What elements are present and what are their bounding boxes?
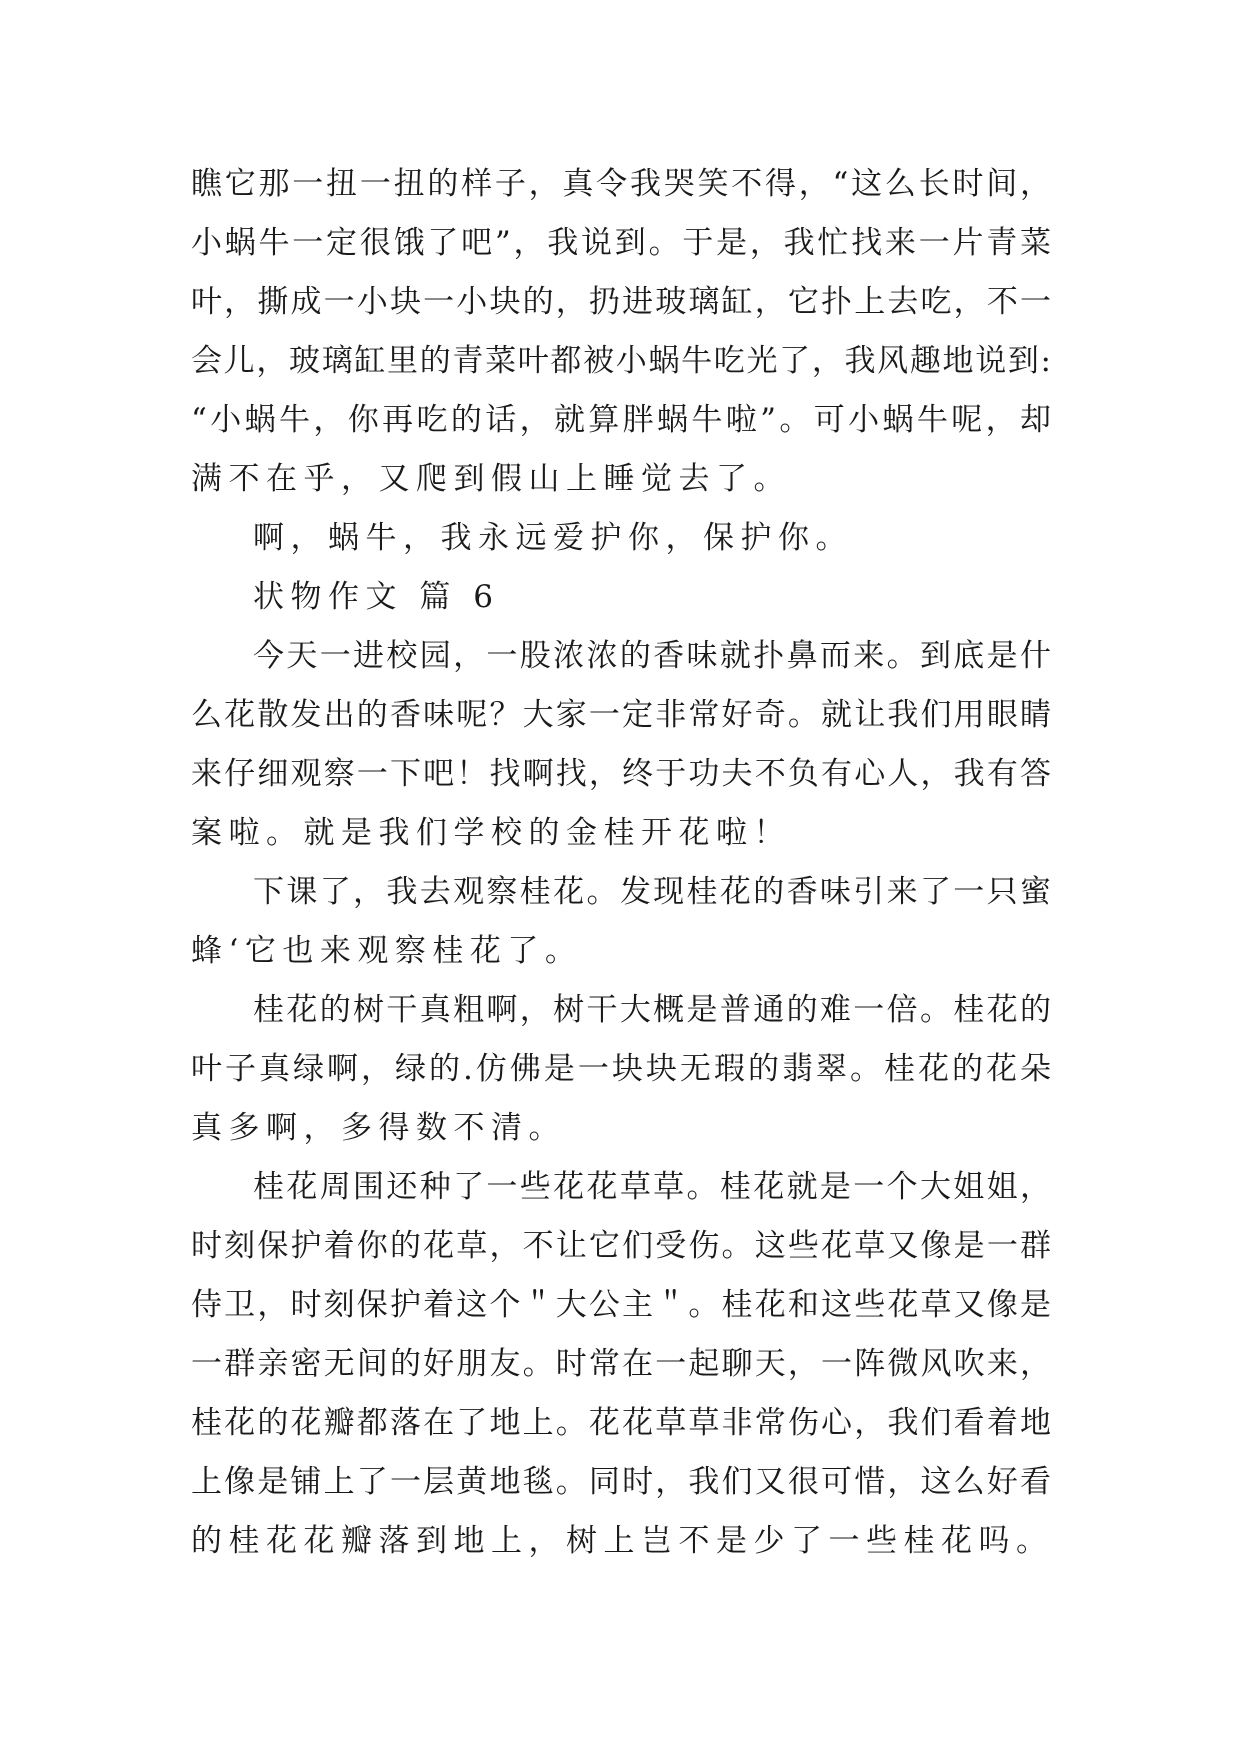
text-line: 叶，撕成一小块一小块的，扔进玻璃缸，它扑上去吃，不一	[191, 284, 1051, 320]
text-line: 的桂花花瓣落到地上，树上岂不是少了一些桂花吗。	[191, 1523, 1054, 1559]
text-line: 来仔细观察一下吧！找啊找，终于功夫不负有心人，我有答	[191, 756, 1051, 792]
text-line: 真多啊，多得数不清。	[191, 1110, 566, 1146]
text-line: 么花散发出的香味呢？大家一定非常好奇。就让我们用眼睛	[191, 697, 1051, 733]
text-line: 时刻保护着你的花草，不让它们受伤。这些花草又像是一群	[191, 1228, 1051, 1264]
text-line: 下课了，我去观察桂花。发现桂花的香味引来了一只蜜	[253, 874, 1051, 910]
text-line: 啊，蜗牛，我永远爱护你，保护你。	[253, 520, 853, 556]
text-line: 蜂‘它也来观察桂花了。	[191, 933, 583, 969]
text-line: 瞧它那一扭一扭的样子，真令我哭笑不得，“这么长时间，	[191, 166, 1051, 202]
text-line: “小蜗牛，你再吃的话，就算胖蜗牛啦”。可小蜗牛呢，却	[191, 402, 1051, 438]
text-line: 侍卫，时刻保护着这个＂大公主＂。桂花和这些花草又像是	[191, 1287, 1051, 1323]
text-line: 上像是铺上了一层黄地毯。同时，我们又很可惜，这么好看	[191, 1464, 1051, 1500]
section-heading: 状物作文 篇 6	[253, 579, 500, 615]
text-line: 小蜗牛一定很饿了吧”，我说到。于是，我忙找来一片青菜	[191, 225, 1051, 261]
text-line: 桂花的树干真粗啊，树干大概是普通的难一倍。桂花的	[253, 992, 1051, 1028]
text-line: 会儿，玻璃缸里的青菜叶都被小蜗牛吃光了，我风趣地说到:	[191, 343, 1051, 379]
text-line: 桂花周围还种了一些花花草草。桂花就是一个大姐姐，	[253, 1169, 1051, 1205]
text-line: 叶子真绿啊，绿的.仿佛是一块块无瑕的翡翠。桂花的花朵	[191, 1051, 1051, 1087]
text-line: 案啦。就是我们学校的金桂开花啦！	[191, 815, 791, 851]
text-line: 今天一进校园，一股浓浓的香味就扑鼻而来。到底是什	[253, 638, 1051, 674]
text-line: 满不在乎，又爬到假山上睡觉去了。	[191, 461, 791, 497]
text-line: 桂花的花瓣都落在了地上。花花草草非常伤心，我们看着地	[191, 1405, 1051, 1441]
text-line: 一群亲密无间的好朋友。时常在一起聊天，一阵微风吹来，	[191, 1346, 1051, 1382]
